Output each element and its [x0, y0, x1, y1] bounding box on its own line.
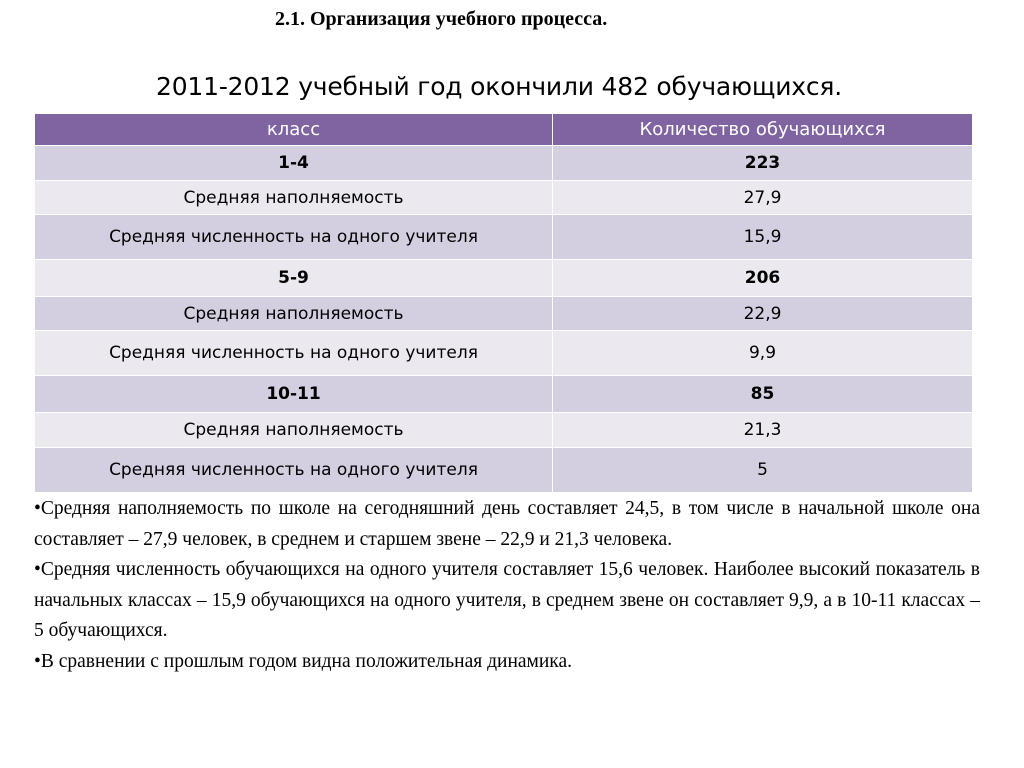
students-table [34, 113, 973, 493]
row-label: 10-11 [35, 376, 553, 413]
row-value: 85 [553, 376, 973, 413]
row-value: 5 [553, 448, 973, 493]
row-value: 15,9 [553, 215, 973, 260]
row-label: 1-4 [35, 146, 553, 181]
row-label: Средняя численность на одного учителя [35, 215, 553, 260]
row-value: 206 [553, 260, 973, 297]
table-row [35, 413, 973, 448]
row-value: 9,9 [553, 331, 973, 376]
column-header-class: класс [35, 114, 553, 146]
column-header-count: Количество обучающихся [553, 114, 973, 146]
table-row [35, 331, 973, 376]
table-header-row [35, 114, 973, 146]
note-paragraph: •Средняя наполняемость по школе на сегодняшний день составляет 24,5, в том числе в начальной школе она составляет – 27,9 человек, в среднем и старшем звене – 22,9 и 21,3 человека. [34, 498, 980, 550]
row-label: Средняя численность на одного учителя [35, 448, 553, 493]
row-value: 27,9 [553, 181, 973, 215]
table-row [35, 146, 973, 181]
table-row [35, 215, 973, 260]
row-value: 22,9 [553, 297, 973, 331]
row-value: 223 [553, 146, 973, 181]
table-row [35, 260, 973, 297]
table-row [35, 181, 973, 215]
section-title: 2.1. Организация учебного процесса. [275, 8, 608, 30]
note-paragraph: •Средняя численность обучающихся на одного учителя составляет 15,6 человек. Наиболее высокий показатель в начальных классах – 15,9 обучающихся на одного учителя, в среднем звене он составляет 9,9, а в 10-11 классах – 5 обучающихся. [34, 559, 980, 641]
row-label: Средняя наполняемость [35, 181, 553, 215]
row-label: Средняя наполняемость [35, 297, 553, 331]
note-paragraph: •В сравнении с прошлым годом видна положительная динамика. [34, 650, 573, 672]
row-label: 5-9 [35, 260, 553, 297]
row-label: Средняя численность на одного учителя [35, 331, 553, 376]
row-label: Средняя наполняемость [35, 413, 553, 448]
page-subtitle: 2011-2012 учебный год окончили 482 обучающихся. [156, 72, 842, 101]
table-row [35, 376, 973, 413]
table-row [35, 297, 973, 331]
row-value: 21,3 [553, 413, 973, 448]
table-row [35, 448, 973, 493]
summary-notes [34, 494, 980, 677]
